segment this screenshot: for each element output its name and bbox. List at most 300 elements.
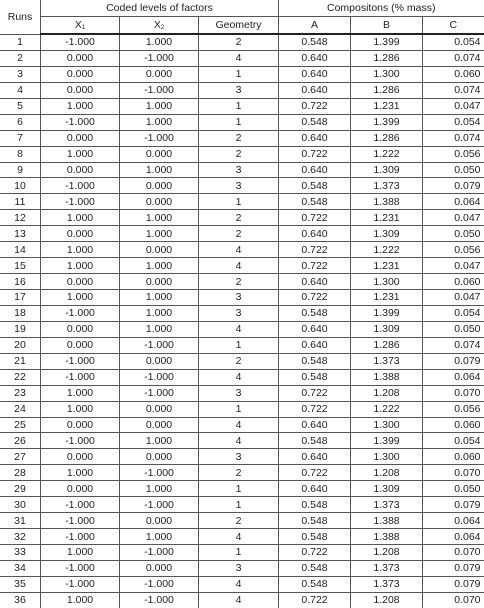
c-value: 0.056 [423, 146, 484, 162]
a-value: 0.722 [279, 290, 351, 306]
table-row [0, 465, 484, 481]
x2-value: 1.000 [120, 290, 199, 306]
b-value: 1.231 [351, 210, 423, 226]
a-value: 0.548 [279, 576, 351, 592]
b-value: 1.388 [351, 194, 423, 210]
b-value: 1.399 [351, 114, 423, 130]
x2-value: 1.000 [120, 481, 199, 497]
table-row [0, 449, 484, 465]
c-value: 0.079 [423, 178, 484, 194]
b-value: 1.208 [351, 385, 423, 401]
run-number: 23 [0, 385, 41, 401]
geometry-value: 3 [199, 178, 279, 194]
b-value: 1.309 [351, 481, 423, 497]
x1-value: 1.000 [41, 545, 120, 561]
a-value: 0.640 [279, 274, 351, 290]
x2-value: 0.000 [120, 194, 199, 210]
a-value: 0.640 [279, 66, 351, 82]
b-value: 1.286 [351, 337, 423, 353]
a-value: 0.722 [279, 242, 351, 258]
b-value: 1.309 [351, 321, 423, 337]
run-number: 8 [0, 146, 41, 162]
x1-value: 1.000 [41, 592, 120, 607]
header-runs: Runs [0, 0, 41, 34]
table-row [0, 560, 484, 576]
geometry-value: 4 [199, 50, 279, 66]
x2-value: -1.000 [120, 592, 199, 607]
b-value: 1.231 [351, 98, 423, 114]
run-number: 32 [0, 529, 41, 545]
table-row [0, 529, 484, 545]
run-number: 17 [0, 290, 41, 306]
header-x2-label: X [153, 19, 161, 31]
table-row [0, 34, 484, 50]
run-number: 35 [0, 576, 41, 592]
c-value: 0.070 [423, 592, 484, 607]
table-row [0, 369, 484, 385]
x1-value: -1.000 [41, 576, 120, 592]
b-value: 1.300 [351, 66, 423, 82]
geometry-value: 1 [199, 194, 279, 210]
x2-value: -1.000 [120, 369, 199, 385]
x1-value: -1.000 [41, 353, 120, 369]
c-value: 0.060 [423, 274, 484, 290]
x1-value: -1.000 [41, 513, 120, 529]
table-row [0, 130, 484, 146]
a-value: 0.640 [279, 321, 351, 337]
geometry-value: 2 [199, 146, 279, 162]
x1-value: 0.000 [41, 321, 120, 337]
x1-value: 1.000 [41, 401, 120, 417]
b-value: 1.399 [351, 433, 423, 449]
run-number: 34 [0, 560, 41, 576]
geometry-value: 2 [199, 513, 279, 529]
run-number: 22 [0, 369, 41, 385]
a-value: 0.548 [279, 560, 351, 576]
run-number: 20 [0, 337, 41, 353]
x2-value: -1.000 [120, 385, 199, 401]
x1-value: 1.000 [41, 465, 120, 481]
table-row [0, 82, 484, 98]
x2-value: -1.000 [120, 497, 199, 513]
c-value: 0.079 [423, 497, 484, 513]
run-number: 30 [0, 497, 41, 513]
a-value: 0.548 [279, 353, 351, 369]
header-x1 [41, 17, 120, 35]
b-value: 1.388 [351, 529, 423, 545]
geometry-value: 4 [199, 321, 279, 337]
c-value: 0.050 [423, 226, 484, 242]
c-value: 0.064 [423, 529, 484, 545]
run-number: 6 [0, 114, 41, 130]
run-number: 14 [0, 242, 41, 258]
geometry-value: 3 [199, 162, 279, 178]
x1-value: 1.000 [41, 290, 120, 306]
geometry-value: 4 [199, 529, 279, 545]
x1-value: 1.000 [41, 98, 120, 114]
b-value: 1.222 [351, 401, 423, 417]
table-row [0, 576, 484, 592]
a-value: 0.640 [279, 226, 351, 242]
geometry-value: 4 [199, 433, 279, 449]
x1-value: 0.000 [41, 82, 120, 98]
b-value: 1.309 [351, 162, 423, 178]
c-value: 0.070 [423, 545, 484, 561]
header-a: A [279, 17, 351, 35]
table-body [0, 34, 484, 608]
table-row [0, 417, 484, 433]
x2-value: 1.000 [120, 162, 199, 178]
c-value: 0.047 [423, 98, 484, 114]
b-value: 1.373 [351, 497, 423, 513]
header-c: C [423, 17, 484, 35]
table-row [0, 178, 484, 194]
b-value: 1.373 [351, 576, 423, 592]
geometry-value: 3 [199, 449, 279, 465]
c-value: 0.074 [423, 130, 484, 146]
geometry-value: 4 [199, 369, 279, 385]
run-number: 7 [0, 130, 41, 146]
c-value: 0.047 [423, 210, 484, 226]
x2-value: -1.000 [120, 465, 199, 481]
c-value: 0.047 [423, 258, 484, 274]
run-number: 13 [0, 226, 41, 242]
geometry-value: 1 [199, 98, 279, 114]
run-number: 3 [0, 66, 41, 82]
geometry-value: 2 [199, 210, 279, 226]
a-value: 0.640 [279, 130, 351, 146]
geometry-value: 2 [199, 353, 279, 369]
a-value: 0.722 [279, 545, 351, 561]
c-value: 0.064 [423, 194, 484, 210]
b-value: 1.373 [351, 178, 423, 194]
c-value: 0.047 [423, 290, 484, 306]
geometry-value: 2 [199, 274, 279, 290]
x2-value: 0.000 [120, 513, 199, 529]
c-value: 0.074 [423, 82, 484, 98]
a-value: 0.722 [279, 98, 351, 114]
run-number: 27 [0, 449, 41, 465]
x1-value: -1.000 [41, 114, 120, 130]
c-value: 0.060 [423, 449, 484, 465]
run-number: 18 [0, 305, 41, 321]
x2-value: 1.000 [120, 98, 199, 114]
header-geometry: Geometry [199, 17, 279, 35]
c-value: 0.064 [423, 369, 484, 385]
c-value: 0.079 [423, 560, 484, 576]
run-number: 12 [0, 210, 41, 226]
x2-value: -1.000 [120, 576, 199, 592]
x1-value: -1.000 [41, 529, 120, 545]
run-number: 19 [0, 321, 41, 337]
x1-value: -1.000 [41, 369, 120, 385]
geometry-value: 3 [199, 560, 279, 576]
header-x2 [120, 17, 199, 35]
x1-value: 1.000 [41, 242, 120, 258]
a-value: 0.548 [279, 369, 351, 385]
a-value: 0.722 [279, 146, 351, 162]
b-value: 1.208 [351, 465, 423, 481]
run-number: 31 [0, 513, 41, 529]
x2-value: 0.000 [120, 274, 199, 290]
b-value: 1.399 [351, 34, 423, 50]
b-value: 1.300 [351, 417, 423, 433]
a-value: 0.722 [279, 401, 351, 417]
b-value: 1.300 [351, 449, 423, 465]
table-row [0, 321, 484, 337]
b-value: 1.222 [351, 242, 423, 258]
x2-value: 0.000 [120, 417, 199, 433]
c-value: 0.074 [423, 337, 484, 353]
a-value: 0.640 [279, 50, 351, 66]
x1-value: -1.000 [41, 560, 120, 576]
geometry-value: 1 [199, 401, 279, 417]
b-value: 1.286 [351, 82, 423, 98]
b-value: 1.373 [351, 353, 423, 369]
b-value: 1.300 [351, 274, 423, 290]
header-x1-label: X [74, 19, 82, 31]
x2-value: 1.000 [120, 305, 199, 321]
x1-value: 1.000 [41, 210, 120, 226]
run-number: 5 [0, 98, 41, 114]
x2-value: 1.000 [120, 433, 199, 449]
run-number: 28 [0, 465, 41, 481]
c-value: 0.054 [423, 305, 484, 321]
x2-value: 1.000 [120, 34, 199, 50]
x1-value: 0.000 [41, 130, 120, 146]
a-value: 0.548 [279, 305, 351, 321]
table-row [0, 242, 484, 258]
x1-value: 1.000 [41, 385, 120, 401]
table-row [0, 433, 484, 449]
table-row [0, 50, 484, 66]
geometry-value: 2 [199, 34, 279, 50]
run-number: 21 [0, 353, 41, 369]
x2-value: -1.000 [120, 337, 199, 353]
b-value: 1.208 [351, 545, 423, 561]
run-number: 36 [0, 592, 41, 607]
geometry-value: 1 [199, 337, 279, 353]
header-b: B [351, 17, 423, 35]
a-value: 0.548 [279, 513, 351, 529]
geometry-value: 4 [199, 417, 279, 433]
table-row [0, 290, 484, 306]
b-value: 1.399 [351, 305, 423, 321]
a-value: 0.640 [279, 417, 351, 433]
x1-value: 0.000 [41, 417, 120, 433]
x2-value: 0.000 [120, 353, 199, 369]
a-value: 0.722 [279, 210, 351, 226]
x1-value: 0.000 [41, 274, 120, 290]
b-value: 1.208 [351, 592, 423, 607]
c-value: 0.079 [423, 353, 484, 369]
table-row [0, 545, 484, 561]
x2-value: 1.000 [120, 321, 199, 337]
x1-value: -1.000 [41, 178, 120, 194]
table-row [0, 66, 484, 82]
c-value: 0.050 [423, 321, 484, 337]
c-value: 0.054 [423, 114, 484, 130]
geometry-value: 3 [199, 305, 279, 321]
geometry-value: 1 [199, 66, 279, 82]
table-row [0, 146, 484, 162]
x2-value: 1.000 [120, 258, 199, 274]
header-coded-levels: Coded levels of factors [41, 0, 279, 17]
x1-value: 0.000 [41, 481, 120, 497]
a-value: 0.548 [279, 114, 351, 130]
run-number: 25 [0, 417, 41, 433]
b-value: 1.388 [351, 369, 423, 385]
x1-value: 0.000 [41, 162, 120, 178]
x1-value: 0.000 [41, 50, 120, 66]
geometry-value: 3 [199, 82, 279, 98]
table-row [0, 337, 484, 353]
geometry-value: 1 [199, 114, 279, 130]
a-value: 0.548 [279, 497, 351, 513]
a-value: 0.722 [279, 592, 351, 607]
run-number: 10 [0, 178, 41, 194]
geometry-value: 1 [199, 497, 279, 513]
c-value: 0.050 [423, 162, 484, 178]
a-value: 0.640 [279, 162, 351, 178]
geometry-value: 4 [199, 242, 279, 258]
x2-value: -1.000 [120, 82, 199, 98]
c-value: 0.054 [423, 34, 484, 50]
a-value: 0.548 [279, 194, 351, 210]
table-row [0, 274, 484, 290]
b-value: 1.286 [351, 130, 423, 146]
table-header [0, 0, 484, 34]
c-value: 0.056 [423, 401, 484, 417]
c-value: 0.074 [423, 50, 484, 66]
run-number: 11 [0, 194, 41, 210]
table-row [0, 162, 484, 178]
table-row [0, 114, 484, 130]
b-value: 1.373 [351, 560, 423, 576]
geometry-value: 4 [199, 576, 279, 592]
table-row [0, 305, 484, 321]
x2-value: 0.000 [120, 146, 199, 162]
a-value: 0.640 [279, 82, 351, 98]
geometry-value: 3 [199, 385, 279, 401]
table-row [0, 481, 484, 497]
geometry-value: 3 [199, 290, 279, 306]
a-value: 0.722 [279, 385, 351, 401]
table-row [0, 226, 484, 242]
table-row [0, 210, 484, 226]
x2-value: 0.000 [120, 242, 199, 258]
x1-value: -1.000 [41, 497, 120, 513]
a-value: 0.548 [279, 529, 351, 545]
x1-value: 1.000 [41, 258, 120, 274]
x1-value: 1.000 [41, 146, 120, 162]
x1-value: -1.000 [41, 305, 120, 321]
a-value: 0.640 [279, 449, 351, 465]
a-value: 0.640 [279, 481, 351, 497]
run-number: 9 [0, 162, 41, 178]
x1-value: -1.000 [41, 34, 120, 50]
geometry-value: 2 [199, 226, 279, 242]
run-number: 29 [0, 481, 41, 497]
b-value: 1.222 [351, 146, 423, 162]
table-row [0, 194, 484, 210]
run-number: 4 [0, 82, 41, 98]
header-x2-subscript: 2 [160, 25, 165, 31]
run-number: 16 [0, 274, 41, 290]
b-value: 1.309 [351, 226, 423, 242]
table-row [0, 401, 484, 417]
a-value: 0.548 [279, 34, 351, 50]
x2-value: 1.000 [120, 114, 199, 130]
header-x1-subscript: 1 [81, 25, 86, 31]
table-row [0, 385, 484, 401]
x1-value: 0.000 [41, 449, 120, 465]
table-row [0, 98, 484, 114]
x2-value: 1.000 [120, 226, 199, 242]
table-row [0, 497, 484, 513]
a-value: 0.548 [279, 433, 351, 449]
x2-value: 0.000 [120, 449, 199, 465]
a-value: 0.640 [279, 337, 351, 353]
b-value: 1.286 [351, 50, 423, 66]
c-value: 0.070 [423, 465, 484, 481]
x1-value: -1.000 [41, 433, 120, 449]
a-value: 0.722 [279, 258, 351, 274]
x1-value: 0.000 [41, 226, 120, 242]
a-value: 0.722 [279, 465, 351, 481]
table-row [0, 513, 484, 529]
b-value: 1.231 [351, 258, 423, 274]
c-value: 0.070 [423, 385, 484, 401]
x2-value: 0.000 [120, 178, 199, 194]
run-number: 1 [0, 34, 41, 50]
table-row [0, 258, 484, 274]
c-value: 0.064 [423, 513, 484, 529]
geometry-value: 1 [199, 545, 279, 561]
run-number: 33 [0, 545, 41, 561]
x2-value: 0.000 [120, 401, 199, 417]
x2-value: -1.000 [120, 130, 199, 146]
run-number: 24 [0, 401, 41, 417]
c-value: 0.050 [423, 481, 484, 497]
b-value: 1.231 [351, 290, 423, 306]
geometry-value: 4 [199, 592, 279, 607]
table-row [0, 353, 484, 369]
c-value: 0.056 [423, 242, 484, 258]
geometry-value: 1 [199, 481, 279, 497]
x1-value: 0.000 [41, 337, 120, 353]
header-compositions: Compositons (% mass) [279, 0, 484, 17]
c-value: 0.060 [423, 66, 484, 82]
table-row [0, 592, 484, 607]
x1-value: 0.000 [41, 66, 120, 82]
c-value: 0.060 [423, 417, 484, 433]
c-value: 0.054 [423, 433, 484, 449]
a-value: 0.548 [279, 178, 351, 194]
x2-value: -1.000 [120, 545, 199, 561]
run-number: 26 [0, 433, 41, 449]
c-value: 0.079 [423, 576, 484, 592]
x2-value: 0.000 [120, 66, 199, 82]
x2-value: 0.000 [120, 560, 199, 576]
b-value: 1.388 [351, 513, 423, 529]
x1-value: -1.000 [41, 194, 120, 210]
run-number: 2 [0, 50, 41, 66]
geometry-value: 2 [199, 465, 279, 481]
x2-value: 1.000 [120, 529, 199, 545]
geometry-value: 2 [199, 130, 279, 146]
x2-value: 1.000 [120, 210, 199, 226]
